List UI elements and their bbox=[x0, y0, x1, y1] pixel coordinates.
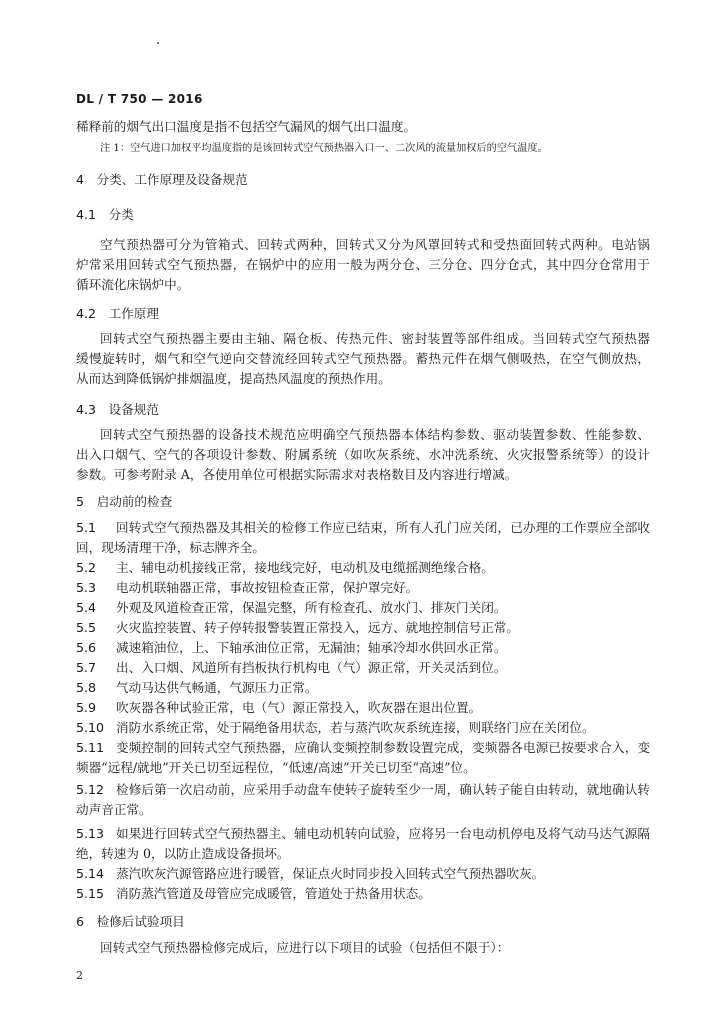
paragraph-line: 缓慢旋转时，烟气和空气逆向交替流经回转式空气预热器。蓄热元件在烟气侧吸热，在空气侧放热， bbox=[76, 351, 650, 366]
page-number: 2 bbox=[76, 969, 83, 982]
list-item-5-13: 5.13 如果进行回转式空气预热器主、辅电动机转向试验，应将另一台电动机停电及将气动马达气源隔 bbox=[76, 826, 650, 841]
list-item-5-7: 5.7 出、入口烟、风道所有挡板执行机构电（气）源正常，开关灵活到位。 bbox=[76, 660, 507, 675]
list-item-5-1: 5.1 回转式空气预热器及其相关的检修工作应已结束，所有人孔门应关闭，已办理的工作票应全部收 bbox=[76, 520, 650, 535]
paragraph-line: 循环流化床锅炉中。 bbox=[76, 277, 190, 292]
intro-note: 注 1：空气进口加权平均温度指的是该回转式空气预热器入口一、二次风的流量加权后的空气温度。 bbox=[100, 143, 548, 154]
list-item-5-15: 5.15 消防蒸汽管道及母管应完成暖管，管道处于热备用状态。 bbox=[76, 886, 431, 901]
section-5-title: 5 启动前的检查 bbox=[76, 494, 173, 509]
list-item-5-1-cont: 回，现场清理干净，标志牌齐全。 bbox=[76, 540, 265, 555]
intro-line: 稀释前的烟气出口温度是指不包括空气漏风的烟气出口温度。 bbox=[76, 119, 417, 134]
list-item-5-11: 5.11 变频控制的回转式空气预热器，应确认变频控制参数设置完成，变频器各电源已按要求合入，变 bbox=[76, 740, 650, 755]
paragraph-line: 炉常采用回转式空气预热器，在锅炉中的应用一般为两分仓、三分仓、四分仓式，其中四分仓常用于 bbox=[76, 257, 650, 272]
section-6-title: 6 检修后试验项目 bbox=[76, 914, 185, 929]
paragraph-line: 参数。可参考附录 A，各使用单位可根据实际需求对表格数目及内容进行增减。 bbox=[76, 467, 518, 482]
list-item-5-5: 5.5 火灾监控装置、转子停转报警装置正常投入，远方、就地控制信号正常。 bbox=[76, 620, 519, 635]
doc-code: DL / T 750 — 2016 bbox=[76, 92, 203, 106]
list-item-5-3: 5.3 电动机联轴器正常，事故按钮检查正常，保护罩完好。 bbox=[76, 580, 419, 595]
paragraph-line: 出入口烟气、空气的各项设计参数、附属系统（如吹灰系统、水冲洗系统、火灾报警系统等）的设计 bbox=[76, 447, 650, 462]
list-item-5-13-cont: 绝，转速为 0，以防止造成设备损坏。 bbox=[76, 846, 290, 861]
list-item-5-2: 5.2 主、辅电动机接线正常，接地线完好，电动机及电缆摇测绝缘合格。 bbox=[76, 560, 494, 575]
list-item-5-10: 5.10 消防水系统正常，处于隔绝备用状态，若与蒸汽吹灰系统连接，则联络门应在关闭位。 bbox=[76, 720, 595, 735]
paragraph-line: 回转式空气预热器主要由主轴、隔仓板、传热元件、密封装置等部件组成。当回转式空气预热器 bbox=[100, 331, 650, 346]
list-item-5-14: 5.14 蒸汽吹灰汽源管路应进行暖管，保证点火时同步投入回转式空气预热器吹灰。 bbox=[76, 866, 545, 881]
list-item-5-12: 5.12 检修后第一次启动前，应采用手动盘车使转子旋转至少一周，确认转子能自由转动，就地确认转 bbox=[76, 782, 650, 797]
list-item-5-11-cont: 频器“远程/就地”开关已切至远程位，“低速/高速”开关已切至“高速”位。 bbox=[76, 760, 476, 775]
section-4-1-title: 4.1 分类 bbox=[76, 207, 134, 222]
section-4-title: 4 分类、工作原理及设备规范 bbox=[76, 172, 248, 187]
list-item-5-8: 5.8 气动马达供气畅通，气源压力正常。 bbox=[76, 680, 318, 695]
paragraph-line: 回转式空气预热器的设备技术规范应明确空气预热器本体结构参数、驱动装置参数、性能参数、 bbox=[100, 427, 650, 442]
paragraph-line: 空气预热器可分为管箱式、回转式两种，回转式又分为风罩回转式和受热面回转式两种。电站锅 bbox=[100, 237, 650, 252]
list-item-5-9: 5.9 吹灰器各种试验正常，电（气）源正常投入，吹灰器在退出位置。 bbox=[76, 700, 482, 715]
paragraph-line: 从而达到降低锅炉排烟温度，提高热风温度的预热作用。 bbox=[76, 371, 391, 386]
list-item-5-4: 5.4 外观及风道检查正常，保温完整，所有检查孔、放水门、排灰门关闭。 bbox=[76, 600, 507, 615]
section-4-3-title: 4.3 设备规范 bbox=[76, 402, 159, 417]
list-item-5-12-cont: 动声音正常。 bbox=[76, 802, 152, 817]
list-item-5-6: 5.6 减速箱油位，上、下轴承油位正常，无漏油；轴承冷却水供回水正常。 bbox=[76, 640, 507, 655]
section-4-2-title: 4.2 工作原理 bbox=[76, 306, 159, 321]
scan-speck bbox=[157, 42, 159, 44]
paragraph-line: 回转式空气预热器检修完成后，应进行以下项目的试验（包括但不限于）： bbox=[100, 940, 510, 955]
